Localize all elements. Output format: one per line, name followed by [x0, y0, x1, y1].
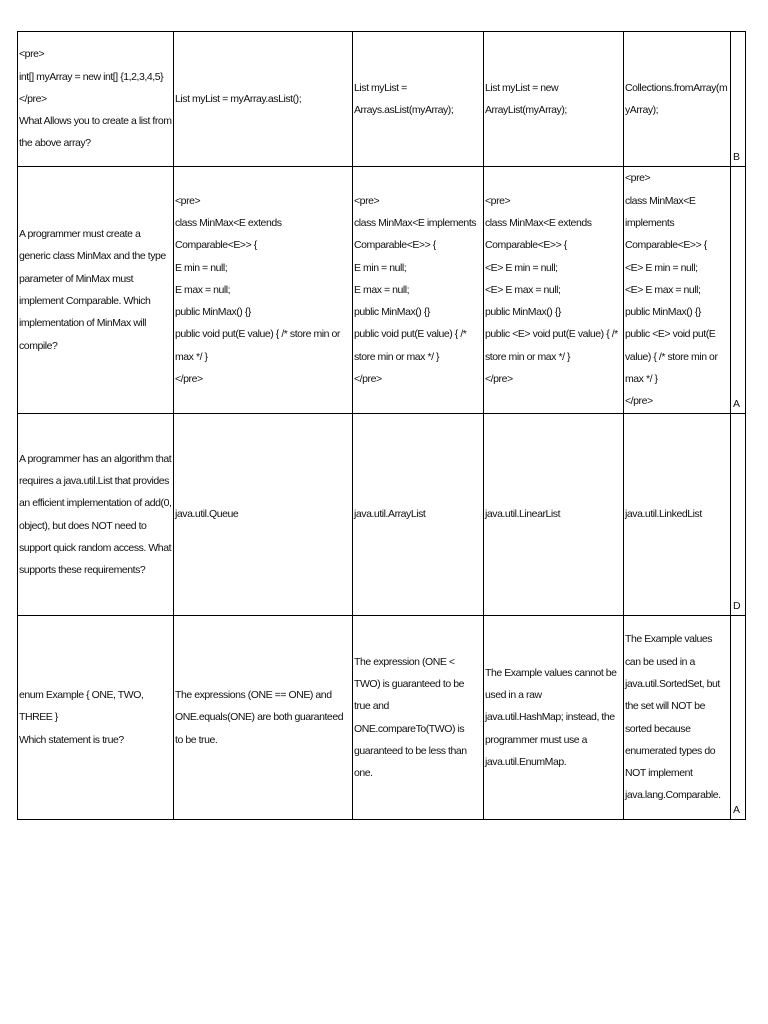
quiz-table: [17, 31, 746, 820]
option-d-cell: The Example values can be used in a java.util.SortedSet, but the set will NOT be sorted because enumerated types do NOT implement java.lang.Comparable.: [624, 616, 731, 820]
option-b-cell: List myList = Arrays.asList(myArray);: [353, 32, 484, 167]
option-b-cell: <pre> class MinMax<E implements Comparable<E>> { E min = null; E max = null; public MinMax() {} public void put(E value) { /* store min or max */ } </pre>: [353, 167, 484, 414]
option-d-cell: <pre> class MinMax<E implements Comparable<E>> { <E> E min = null; <E> E max = null; public MinMax() {} public <E> void put(E value) { /* store min or max */ } </pre>: [624, 167, 731, 414]
question-cell: A programmer must create a generic class MinMax and the type parameter of MinMax must implement Comparable. Which implementation of MinMax will compile?: [18, 167, 174, 414]
option-c-cell: List myList = new ArrayList(myArray);: [484, 32, 624, 167]
option-a-cell: java.util.Queue: [174, 414, 353, 616]
option-b-cell: java.util.ArrayList: [353, 414, 484, 616]
answer-cell: A: [731, 616, 746, 820]
option-a-cell: <pre> class MinMax<E extends Comparable<E>> { E min = null; E max = null; public MinMax() {} public void put(E value) { /* store min or max */ } </pre>: [174, 167, 353, 414]
option-c-cell: <pre> class MinMax<E extends Comparable<E>> { <E> E min = null; <E> E max = null; public MinMax() {} public <E> void put(E value) { /* store min or max */ } </pre>: [484, 167, 624, 414]
table-row: [18, 414, 746, 616]
option-c-cell: java.util.LinearList: [484, 414, 624, 616]
question-cell: <pre> int[] myArray = new int[] {1,2,3,4,5} </pre> What Allows you to create a list from the above array?: [18, 32, 174, 167]
option-a-cell: List myList = myArray.asList();: [174, 32, 353, 167]
table-row: [18, 32, 746, 167]
option-d-cell: java.util.LinkedList: [624, 414, 731, 616]
table-row: [18, 167, 746, 414]
question-cell: A programmer has an algorithm that requires a java.util.List that provides an efficient implementation of add(0, object), but does NOT need to support quick random access. What supports these requirements?: [18, 414, 174, 616]
option-d-cell: Collections.fromArray(myArray);: [624, 32, 731, 167]
answer-cell: D: [731, 414, 746, 616]
question-cell: enum Example { ONE, TWO, THREE } Which statement is true?: [18, 616, 174, 820]
option-c-cell: The Example values cannot be used in a raw java.util.HashMap; instead, the programmer must use a java.util.EnumMap.: [484, 616, 624, 820]
answer-cell: B: [731, 32, 746, 167]
option-a-cell: The expressions (ONE == ONE) and ONE.equals(ONE) are both guaranteed to be true.: [174, 616, 353, 820]
option-b-cell: The expression (ONE < TWO) is guaranteed to be true and ONE.compareTo(TWO) is guaranteed to be less than one.: [353, 616, 484, 820]
answer-cell: A: [731, 167, 746, 414]
table-row: [18, 616, 746, 820]
